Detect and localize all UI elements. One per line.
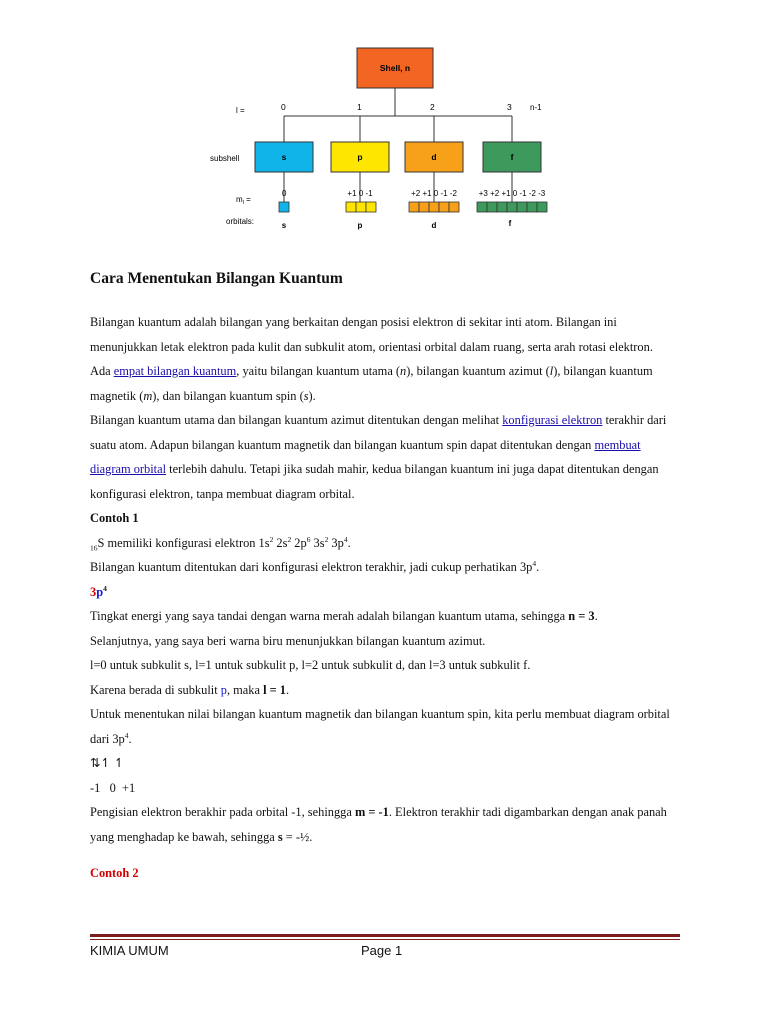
orbital-name-f: f xyxy=(508,219,512,228)
highlight-3: 3 xyxy=(90,584,97,599)
l4-l-equals: l = 1 xyxy=(263,682,286,697)
orbital-f-boxes xyxy=(477,202,547,212)
l-value-2: 2 xyxy=(430,102,435,112)
l5-end: . xyxy=(128,731,132,746)
orbital-d-box xyxy=(409,202,419,212)
l1-text-c: . xyxy=(594,609,598,623)
l1-text-a: Tingkat energi yang saya tandai dengan warna merah adalah bilangan kuantum utama, sehingga xyxy=(90,609,569,623)
orbitals-label: orbitals: xyxy=(226,217,255,226)
orbital-arrows: ⇅↿ ↿ xyxy=(90,756,125,770)
p2-text-f: ). xyxy=(308,388,316,403)
orbital-d-box xyxy=(449,202,459,212)
orbital-f-box xyxy=(527,202,537,212)
ml-label-m: m xyxy=(236,195,243,204)
l-label: l = xyxy=(236,106,245,115)
p2-text-b: , yaitu bilangan kuantum utama ( xyxy=(236,364,401,378)
quantum-number-diagram xyxy=(200,40,570,240)
c1-sup-4: 2 xyxy=(324,534,329,544)
orbital-f-box xyxy=(497,202,507,212)
paragraph-2 xyxy=(90,359,680,408)
footer-rule-thin xyxy=(90,939,680,940)
n-minus-1-label: n-1 xyxy=(530,103,542,112)
section-title: Cara Menentukan Bilangan Kuantum xyxy=(90,270,343,287)
orbital-name-p: p xyxy=(357,221,363,230)
link-konfigurasi-elektron[interactable]: konfigurasi elektron xyxy=(502,413,603,427)
line-azimut: Selanjutnya, yang saya beri warna biru menunjukkan bilangan kuantum azimut. xyxy=(90,633,486,648)
paragraph-1: Bilangan kuantum adalah bilangan yang berkaitan dengan posisi elektron di sekitar inti atom. Bilangan ini menunjukkan letak elektron pada kulit dan subkulit atom, orientasi orbital dalam ruang, serta arah rotasi elektron. xyxy=(90,315,653,354)
p3-text-a: Bilangan kuantum utama dan bilangan kuantum azimut ditentukan dengan melihat xyxy=(90,413,503,427)
p2-text-e: ), dan bilangan kuantum spin ( xyxy=(152,388,304,403)
ml-label xyxy=(236,195,251,206)
subshell-p-label: p xyxy=(357,152,363,162)
l4-text-d: . xyxy=(286,682,290,697)
ml-label-sub: l xyxy=(242,200,244,206)
contoh-1-config xyxy=(90,531,680,556)
c1-text-4: 3s xyxy=(310,535,325,550)
l4-p: p xyxy=(220,682,227,697)
ml-values-s: 0 xyxy=(282,189,287,198)
l5-text: Untuk menentukan nilai bilangan kuantum magnetik dan bilangan kuantum spin, kita perlu membuat diagram orbital dari 3p xyxy=(90,707,670,746)
atomic-number: 16 xyxy=(90,542,98,552)
orbital-s-box xyxy=(279,202,289,212)
contoh-1-line-2 xyxy=(90,555,680,580)
ml-values-d: +2 +1 0 -1 -2 xyxy=(411,189,457,198)
orbital-d-box xyxy=(429,202,439,212)
orbital-f-box xyxy=(517,202,527,212)
l-value-3: 3 xyxy=(507,102,512,112)
l1-n-equals: n = 3 xyxy=(568,609,595,623)
l-value-0: 0 xyxy=(281,102,286,112)
spacer xyxy=(90,849,680,861)
subshell-label: subshell xyxy=(210,154,240,163)
contoh-2-heading: Contoh 2 xyxy=(90,866,139,880)
footer-rule-thick xyxy=(90,934,680,937)
l4-text-b: , maka xyxy=(226,682,264,697)
orbital-d-box xyxy=(439,202,449,212)
link-empat-bilangan-kuantum[interactable]: empat bilangan kuantum xyxy=(113,364,237,378)
highlight-p: p xyxy=(96,584,104,599)
c1-sup-2: 2 xyxy=(287,534,292,544)
orbital-name-d: d xyxy=(431,221,437,230)
highlight-sup: 4 xyxy=(103,583,107,593)
p3-text-c: terlebih dahulu. Tetapi jika sudah mahir, kedua bilangan kuantum ini juga dapat ditentukan dengan konfigurasi elektron, tanpa membuat diagram orbital. xyxy=(90,462,659,501)
p2-text-d: ), bilangan kuantum magnetik ( xyxy=(90,364,653,403)
subshell-s-label: s xyxy=(281,152,287,162)
p2-var-s: s xyxy=(303,388,309,403)
orbital-d-boxes xyxy=(409,202,459,212)
c1-text-6: . xyxy=(347,535,351,550)
line-l-value xyxy=(90,678,680,703)
c1-line2-sup: 4 xyxy=(532,558,537,568)
p3-text-b: terakhir dari suatu atom. Adapun bilangan kuantum magnetik dan bilangan kuantum spin dapat ditentukan dengan xyxy=(90,413,667,452)
contoh-1-heading: Contoh 1 xyxy=(90,511,139,525)
p2-text-c: ), bilangan kuantum azimut ( xyxy=(406,364,550,378)
line-subkulit-list: l=0 untuk subkulit s, l=1 untuk subkulit p, l=2 untuk subkulit d, dan l=3 untuk subkulit f. xyxy=(90,658,531,672)
orbital-f-box xyxy=(537,202,547,212)
ml-label-eq: = xyxy=(243,195,251,204)
orbital-ml-row: -1 0 +1 xyxy=(90,780,136,795)
line-m-s-values xyxy=(90,800,680,849)
orbital-p-box xyxy=(346,202,356,212)
c1-line2-text: Bilangan kuantum ditentukan dari konfigurasi elektron terakhir, jadi cukup perhatikan 3p xyxy=(90,560,533,574)
l6-text-c: . Elektron terakhir tadi digambarkan dengan anak panah yang menghadap ke bawah, sehingga xyxy=(90,805,667,844)
subshell-f-label: f xyxy=(510,152,514,162)
line-diagram-intro xyxy=(90,702,680,751)
c1-sup-1: 2 xyxy=(269,534,274,544)
c1-text-3: 2p xyxy=(291,535,307,550)
highlighted-3p4 xyxy=(90,580,680,605)
paragraph-3 xyxy=(90,408,680,506)
orbital-p-box xyxy=(366,202,376,212)
subshell-d-label: d xyxy=(431,152,437,162)
c1-text-2: 2s xyxy=(273,535,288,550)
orbital-f-box xyxy=(507,202,517,212)
orbital-f-box xyxy=(477,202,487,212)
l-value-1: 1 xyxy=(357,102,362,112)
p2-text-a: Ada xyxy=(90,364,114,378)
c1-sup-5: 4 xyxy=(343,534,348,544)
orbital-p-box xyxy=(356,202,366,212)
l6-text-e: = -½. xyxy=(282,829,313,844)
orbital-name-s: s xyxy=(281,221,287,230)
p2-var-m: m xyxy=(143,388,153,403)
l6-s: s xyxy=(277,829,283,844)
orbital-p-boxes xyxy=(346,202,376,212)
c1-text: S memiliki konfigurasi elektron 1s xyxy=(97,535,270,550)
link-membuat-diagram-orbital[interactable]: membuat diagram orbital xyxy=(90,437,641,476)
orbital-f-box xyxy=(487,202,497,212)
orbital-d-box xyxy=(419,202,429,212)
l4-text-a: Karena berada di subkulit xyxy=(90,682,221,697)
c1-line2-end: . xyxy=(536,560,540,574)
p2-var-l: l xyxy=(549,364,554,378)
footer-title: KIMIA UMUM xyxy=(90,943,169,958)
p2-var-n: n xyxy=(400,364,407,378)
shell-label: Shell, n xyxy=(379,63,411,73)
c1-text-5: 3p xyxy=(328,535,344,550)
l5-sup: 4 xyxy=(124,730,129,740)
page-number: Page 1 xyxy=(361,943,403,958)
l6-text-a: Pengisian elektron berakhir pada orbital -1, sehingga xyxy=(90,805,355,819)
l6-m-equals: m = -1 xyxy=(354,805,389,819)
document-body xyxy=(90,268,680,886)
line-n-value xyxy=(90,604,680,629)
ml-values-p: +1 0 -1 xyxy=(347,189,373,198)
ml-values-f: +3 +2 +1 0 -1 -2 -3 xyxy=(478,189,546,198)
c1-sup-3: 6 xyxy=(306,534,311,544)
